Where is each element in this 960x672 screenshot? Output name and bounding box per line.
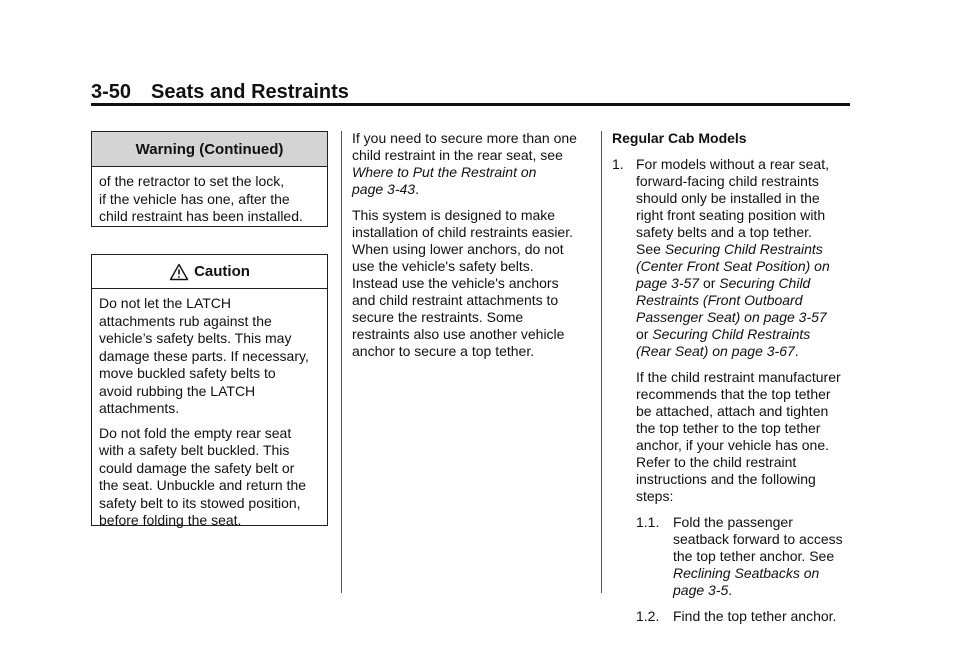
column-divider bbox=[341, 131, 342, 593]
text-line: Instead use the vehicle's anchors bbox=[352, 275, 559, 291]
cross-reference-link[interactable]: page 3-5 bbox=[673, 582, 729, 598]
text-line: should only be installed in the bbox=[636, 190, 820, 206]
caution-box bbox=[91, 254, 328, 526]
text-line: damage these parts. If necessary, bbox=[99, 347, 309, 364]
text-fragment: or bbox=[636, 326, 653, 342]
text-line: child restraint has been installed. bbox=[99, 208, 303, 224]
punctuation: . bbox=[728, 582, 733, 598]
subheading: Regular Cab Models bbox=[612, 130, 747, 146]
body-paragraph bbox=[612, 369, 860, 505]
text-line: If you need to secure more than one bbox=[352, 130, 577, 146]
text-fragment: See bbox=[636, 241, 665, 257]
text-line: anchor, if your vehicle has one. bbox=[636, 437, 830, 453]
text-line: the top tether anchor. See bbox=[673, 548, 835, 564]
header-rule bbox=[91, 103, 850, 106]
sub-list-item bbox=[636, 608, 860, 625]
warning-title: Warning (Continued) bbox=[92, 132, 327, 167]
text-line: avoid rubbing the LATCH bbox=[99, 382, 256, 399]
cross-reference-link[interactable]: Securing Child bbox=[719, 275, 811, 291]
cross-reference-link[interactable]: (Center Front Seat Position) on bbox=[636, 258, 830, 274]
cross-reference-link[interactable]: Restraints (Front Outboard bbox=[636, 292, 803, 308]
text-line: Do not fold the empty rear seat bbox=[99, 424, 292, 441]
list-number: 1.2. bbox=[636, 608, 660, 624]
text-line: Find the top tether anchor. bbox=[673, 608, 837, 624]
sub-list-item bbox=[636, 514, 860, 599]
list-number: 1. bbox=[612, 156, 624, 172]
text-line: installation of child restraints easier. bbox=[352, 224, 573, 240]
page-header bbox=[91, 80, 850, 104]
section-title: Seats and Restraints bbox=[151, 81, 349, 103]
cross-reference-link[interactable]: Reclining Seatbacks on bbox=[673, 565, 820, 581]
text-line: attachments. bbox=[99, 400, 180, 416]
text-line: Do not let the LATCH bbox=[99, 295, 232, 311]
caution-triangle-icon bbox=[169, 263, 189, 281]
cross-reference-link[interactable]: Securing Child Restraints bbox=[664, 241, 823, 257]
text-line: and child restraint attachments to bbox=[352, 292, 559, 308]
text-line: right front seating position with bbox=[636, 207, 826, 223]
caution-title: Caution bbox=[194, 263, 250, 280]
text-line: child restraint in the rear seat, see bbox=[352, 147, 563, 163]
column-divider bbox=[601, 131, 602, 593]
list-item bbox=[612, 156, 860, 360]
warning-text bbox=[92, 167, 327, 226]
text-line: use the vehicle's safety belts. bbox=[352, 258, 534, 274]
text-line: be attached, attach and tighten bbox=[636, 403, 829, 419]
text-line: instructions and the following bbox=[636, 471, 816, 487]
text-line: attachments rub against the bbox=[99, 312, 272, 329]
middle-column bbox=[352, 130, 592, 369]
caution-paragraph bbox=[99, 295, 322, 418]
caution-text bbox=[92, 289, 327, 530]
text-fragment: or bbox=[699, 275, 720, 291]
text-line: recommends that the top tether bbox=[636, 386, 831, 402]
text-line: steps: bbox=[636, 488, 674, 504]
punctuation: . bbox=[415, 181, 419, 197]
warning-box bbox=[91, 131, 328, 227]
caution-header bbox=[92, 255, 327, 289]
punctuation: . bbox=[794, 343, 799, 359]
text-line: secure the restraints. Some bbox=[352, 309, 524, 325]
text-line: before folding the seat. bbox=[99, 512, 242, 528]
text-line: seatback forward to access bbox=[673, 531, 843, 547]
body-paragraph bbox=[352, 130, 592, 198]
text-line: This system is designed to make bbox=[352, 207, 556, 223]
cross-reference-link[interactable]: page 3-57 bbox=[636, 275, 700, 291]
page-number: 3-50 bbox=[91, 81, 132, 103]
text-line: vehicle’s safety belts. This may bbox=[99, 330, 292, 346]
cross-reference-link[interactable]: Securing Child Restraints bbox=[652, 326, 811, 342]
text-line: restraints also use another vehicle bbox=[352, 326, 565, 342]
list-number: 1.1. bbox=[636, 514, 660, 530]
text-line: anchor to secure a top tether. bbox=[352, 343, 535, 359]
text-line: When using lower anchors, do not bbox=[352, 241, 564, 257]
text-line: Fold the passenger bbox=[673, 514, 793, 530]
cross-reference-link[interactable]: Passenger Seat) on page 3-57 bbox=[636, 309, 827, 325]
body-paragraph bbox=[352, 207, 592, 360]
text-line: If the child restraint manufacturer bbox=[636, 369, 841, 385]
cross-reference-link[interactable]: page 3-43 bbox=[352, 181, 416, 197]
text-line: with a safety belt buckled. This bbox=[99, 442, 290, 458]
cross-reference-link[interactable]: (Rear Seat) on page 3-67 bbox=[636, 343, 795, 359]
right-column bbox=[612, 130, 860, 634]
text-line: safety belt to its stowed position, bbox=[99, 494, 301, 511]
text-line: of the retractor to set the lock, bbox=[99, 173, 285, 189]
text-line: safety belts and a top tether. bbox=[636, 224, 812, 240]
text-line: the seat. Unbuckle and return the bbox=[99, 477, 307, 493]
cross-reference-link[interactable]: Where to Put the Restraint on bbox=[352, 164, 537, 180]
caution-paragraph bbox=[99, 425, 322, 530]
text-line: forward-facing child restraints bbox=[636, 173, 819, 189]
text-line: the top tether to the top tether bbox=[636, 420, 821, 436]
text-line: if the vehicle has one, after the bbox=[99, 190, 290, 207]
text-line: For models without a rear seat, bbox=[636, 156, 829, 172]
text-line: could damage the safety belt or bbox=[99, 459, 295, 476]
text-line: move buckled safety belts to bbox=[99, 365, 276, 381]
text-line: Refer to the child restraint bbox=[636, 454, 797, 470]
